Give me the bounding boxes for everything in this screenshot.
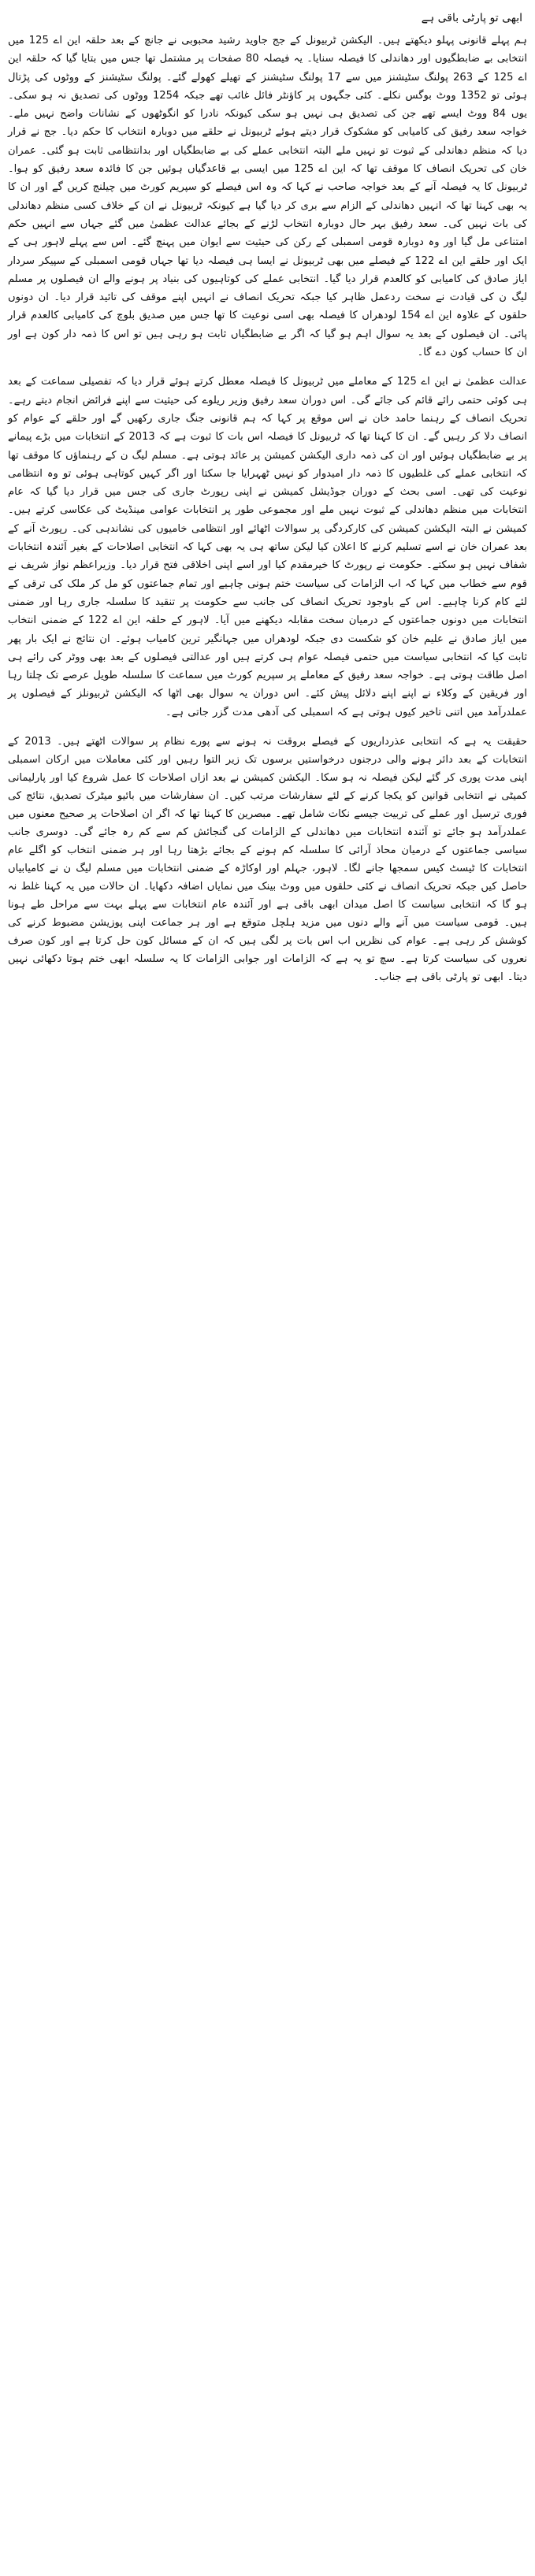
article-heading: ابھی تو پارٹی باقی ہے — [421, 12, 522, 24]
article-paragraph-3: حقیقت یہ ہے کہ انتخابی عذرداریوں کے فیصلے بروقت نہ ہونے سے پورے نظام پر سوالات اٹھتے ہیں۔ 2013 کے انتخابات کے بعد دائر ہونے والی درجنوں درخواستیں برسوں تک زیر التوا رہیں اور کئی معاملات میں ارکان اسمبلی اپنی مدت پوری کر گئے لیکن فیصلہ نہ ہو سکا۔ الیکشن کمیشن نے بعد ازاں اصلاحات کا عمل شروع کیا اور پارلیمانی کمیٹی نے انتخابی قوانین کو یکجا کرنے کے لئے سفارشات مرتب کیں۔ ان سفارشات میں بائیو میٹرک تصدیق، نتائج کی فوری ترسیل اور عملے کی تربیت جیسے نکات شامل تھے۔ مبصرین کا کہنا تھا کہ اگر ان اصلاحات پر صحیح معنوں میں عملدرآمد ہو جائے تو آئندہ انتخابات میں دھاندلی کے الزامات کی گنجائش کم سے کم رہ جائے گی۔ دوسری جانب سیاسی جماعتوں کے درمیان محاذ آرائی کا سلسلہ کم ہونے کے بجائے بڑھتا رہا اور ہر ضمنی انتخاب کو اگلے عام انتخابات کا ٹیسٹ کیس سمجھا جانے لگا۔ لاہور، جہلم اور اوکاڑہ کے ضمنی انتخابات میں مسلم لیگ ن نے کامیابیاں حاصل کیں جبکہ تحریک انصاف نے کئی حلقوں میں ووٹ بینک میں نمایاں اضافہ دکھایا۔ ان حالات میں یہ کہنا غلط نہ ہو گا کہ انتخابی سیاست کا اصل میدان ابھی باقی ہے اور آئندہ عام انتخابات سے پہلے بہت سے مراحل طے ہونا ہیں۔ قومی سیاست میں آنے والے دنوں میں مزید ہلچل متوقع ہے اور ہر جماعت اپنی پوزیشن مضبوط کرنے کی کوشش کر رہی ہے۔ عوام کی نظریں اب اس بات پر لگی ہیں کہ ان کے مسائل کون حل کرتا ہے اور کون صرف نعروں کی سیاست کرتا ہے۔ سچ تو یہ ہے کہ الزامات اور جوابی الزامات کا یہ سلسلہ ابھی ختم ہوتا دکھائی نہیں دیتا۔ ابھی تو پارٹی باقی ہے جناب۔ — [8, 735, 527, 983]
article-paragraph-2: عدالت عظمیٰ نے این اے 125 کے معاملے میں ٹربیونل کا فیصلہ معطل کرتے ہوئے قرار دیا کہ تفصیلی سماعت کے بعد ہی کوئی حتمی رائے قائم کی جائے گی۔ اس دوران سعد رفیق وزیر ریلوے کی حیثیت سے اپنے فرائض انجام دیتے رہے۔ تحریک انصاف کے رہنما حامد خان نے اس موقع پر کہا کہ ہم قانونی جنگ جاری رکھیں گے اور حلقے کے عوام کو انصاف دلا کر رہیں گے۔ ان کا کہنا تھا کہ ٹربیونل کا فیصلہ اس بات کا ثبوت ہے کہ 2013 کے انتخابات میں بڑے پیمانے پر بے ضابطگیاں ہوئیں اور ان کی ذمہ داری الیکشن کمیشن پر عائد ہوتی ہے۔ مسلم لیگ ن کے رہنماؤں کا موقف تھا کہ انتخابی عملے کی غلطیوں کا ذمہ دار امیدوار کو نہیں ٹھہرایا جا سکتا اور اگر کہیں کوتاہی ہوئی تو وہ انتظامی نوعیت کی تھی۔ اسی بحث کے دوران جوڈیشل کمیشن نے اپنی رپورٹ جاری کی جس میں قرار دیا گیا کہ عام انتخابات میں منظم دھاندلی کے ثبوت نہیں ملے اور مجموعی طور پر انتخابات عوامی مینڈیٹ کی عکاسی کرتے ہیں۔ کمیشن نے البتہ الیکشن کمیشن کی کارکردگی پر سوالات اٹھائے اور انتظامی خامیوں کی نشاندہی کی۔ رپورٹ آنے کے بعد عمران خان نے اسے تسلیم کرنے کا اعلان کیا لیکن ساتھ ہی یہ بھی کہا کہ انتخابی اصلاحات کے بغیر آئندہ انتخابات شفاف نہیں ہو سکتے۔ حکومت نے رپورٹ کا خیرمقدم کیا اور اسے اپنی اخلاقی فتح قرار دیا۔ وزیراعظم نواز شریف نے قوم سے خطاب میں کہا کہ اب الزامات کی سیاست ختم ہونی چاہیے اور تمام جماعتوں کو مل کر ملک کی ترقی کے لئے کام کرنا چاہیے۔ اس کے باوجود تحریک انصاف کی جانب سے حکومت پر تنقید کا سلسلہ جاری رہا اور ضمنی انتخابات میں دونوں جماعتوں کے درمیان سخت مقابلہ دیکھنے میں آیا۔ لاہور کے حلقہ این اے 122 کے ضمنی انتخاب میں ایاز صادق نے علیم خان کو شکست دی جبکہ لودھراں میں جہانگیر ترین کامیاب ہوئے۔ ان نتائج نے ایک بار پھر ثابت کیا کہ انتخابی سیاست میں حتمی فیصلہ عوام ہی کرتے ہیں اور عدالتی فیصلوں کے بعد بھی ووٹر کی رائے ہی اصل طاقت ہوتی ہے۔ خواجہ سعد رفیق کے معاملے پر سپریم کورٹ میں سماعت کا سلسلہ طویل عرصے تک چلتا رہا اور فریقین کے وکلاء نے اپنے اپنے دلائل پیش کئے۔ اس دوران یہ سوال بھی اٹھا کہ الیکشن ٹربیونلز کے فیصلوں پر عملدرآمد میں اتنی تاخیر کیوں ہوتی ہے کہ اسمبلی کی آدھی مدت گزر جاتی ہے۔ — [8, 376, 528, 718]
article-paragraph-1: ہم پہلے قانونی پہلو دیکھتے ہیں۔ الیکشن ٹربیونل کے جج جاوید رشید محبوبی نے جانچ کے بعد حلقہ این اے 125 میں انتخابی بے ضابطگیوں اور دھاندلی کا فیصلہ سنایا۔ یہ فیصلہ 80 صفحات پر مشتمل تھا جس میں بتایا گیا کہ حلقہ این اے 125 کے 263 پولنگ سٹیشنز میں سے 17 پولنگ سٹیشنز کے تھیلے کھولے گئے۔ پولنگ سٹیشنز کے ووٹوں کی پڑتال ہوئی تو 1352 ووٹ بوگس نکلے۔ کئی جگہوں پر کاؤنٹر فائل غائب تھے جبکہ 1254 ووٹوں کی تصدیق نہ ہو سکی۔ یوں 84 ووٹ ایسے تھے جن کی تصدیق ہی نہیں ہو سکی کیونکہ نادرا کو انگوٹھوں کے نشانات واضح نہیں ملے۔ خواجہ سعد رفیق کی کامیابی کو مشکوک قرار دیتے ہوئے ٹربیونل نے حلقے میں دوبارہ انتخاب کا حکم دیا۔ جج نے قرار دیا کہ منظم دھاندلی کے ثبوت تو نہیں ملے البتہ انتخابی عملے کی بے ضابطگیاں اور بدانتظامی ثابت ہو گئی۔ عمران خان کی تحریک انصاف کا موقف تھا کہ این اے 125 میں ایسی بے قاعدگیاں ہوئیں جن کا فائدہ سعد رفیق کو ہوا۔ ٹربیونل کا یہ فیصلہ آنے کے بعد خواجہ صاحب نے کہا کہ وہ اس فیصلے کو سپریم کورٹ میں چیلنج کریں گے اور ان کا یہ بھی کہنا تھا کہ انہیں دھاندلی کے الزام سے بری کر دیا گیا ہے کیونکہ ٹربیونل نے ان کے خلاف کسی منظم دھاندلی کی بات نہیں کی۔ سعد رفیق بہر حال دوبارہ انتخاب لڑنے کے بجائے عدالت عظمیٰ میں گئے جہاں سے انہیں حکم امتناعی مل گیا اور وہ دوبارہ قومی اسمبلی کے رکن کی حیثیت سے ایوان میں پہنچ گئے۔ اس سے پہلے لاہور ہی کے ایک اور حلقے این اے 122 کے فیصلے میں بھی ٹربیونل نے ایسا ہی فیصلہ دیا تھا جہاں قومی اسمبلی کے سپیکر سردار ایاز صادق کی کامیابی کو کالعدم قرار دیا گیا۔ انتخابی عملے کی کوتاہیوں کی بنیاد پر ہونے والے ان فیصلوں پر مسلم لیگ ن کی قیادت نے سخت ردعمل ظاہر کیا جبکہ تحریک انصاف نے انہیں اپنے موقف کی تائید قرار دیا۔ ان دونوں حلقوں کے علاوہ این اے 154 لودھراں کا فیصلہ بھی اسی نوعیت کا تھا جس میں صدیق بلوچ کی کامیابی کالعدم قرار پائی۔ ان فیصلوں کے بعد یہ سوال اہم ہو گیا کہ اگر بے ضابطگیاں ثابت ہو رہی ہیں تو اس کا ذمہ دار کون ہے اور ان کا حساب کون دے گا۔ — [8, 35, 528, 359]
